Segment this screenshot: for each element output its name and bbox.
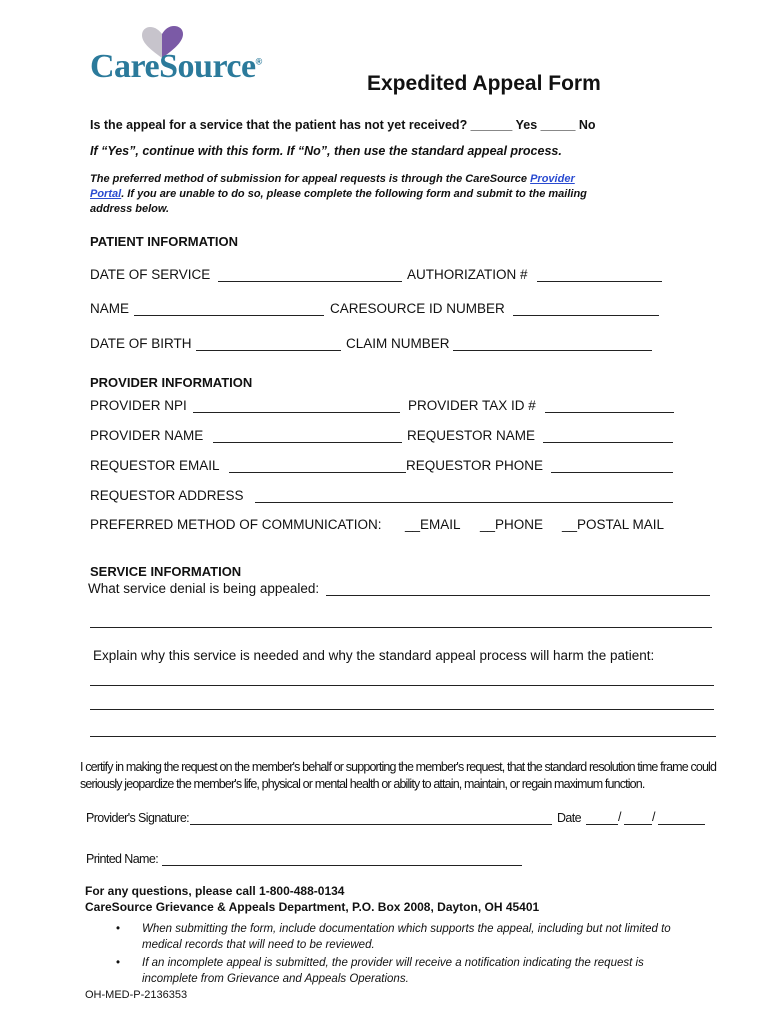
provider-npi-label: PROVIDER NPI — [90, 398, 187, 413]
provider-tax-id-field[interactable] — [545, 412, 674, 413]
signature-label: Provider's Signature: — [86, 811, 190, 825]
requestor-phone-label: REQUESTOR PHONE — [406, 458, 544, 473]
date-of-birth-field[interactable] — [196, 350, 341, 351]
requestor-email-label: REQUESTOR EMAIL — [90, 458, 220, 473]
yes-no-instruction: If “Yes”, continue with this form. If “No”, then use the standard appeal process. — [90, 144, 562, 158]
signature-field[interactable] — [190, 824, 552, 825]
requestor-phone-field[interactable] — [551, 472, 673, 473]
service-denial-field[interactable] — [326, 595, 710, 596]
provider-name-field[interactable] — [213, 442, 402, 443]
brand-logo — [90, 48, 262, 86]
certify-text-line1: I certify in making the request on the member's behalf or supporting the member's request, that the standard resolution time frame could — [80, 760, 717, 774]
contact-address: CareSource Grievance & Appeals Department, P.O. Box 2008, Dayton, OH 45401 — [85, 900, 540, 914]
explain-field-line3[interactable] — [90, 736, 716, 737]
service-info-heading: SERVICE INFORMATION — [90, 564, 242, 579]
claim-number-label: CLAIM NUMBER — [346, 336, 450, 351]
provider-name-label: PROVIDER NAME — [90, 428, 204, 443]
date-of-birth-label: DATE OF BIRTH — [90, 336, 192, 351]
patient-info-heading: PATIENT INFORMATION — [90, 234, 239, 249]
submission-notes — [112, 921, 672, 989]
preferred-method-text-line1 — [90, 173, 575, 185]
form-code: OH-MED-P-2136353 — [85, 989, 188, 1001]
requestor-address-label: REQUESTOR ADDRESS — [90, 488, 244, 503]
certify-text-line2: seriously jeopardize the member's life, physical or mental health or ability to attain, maintain, or regain maximum function. — [80, 777, 645, 791]
explain-field-line2[interactable] — [90, 709, 714, 710]
date-label: Date — [557, 811, 582, 825]
requestor-email-field[interactable] — [229, 472, 406, 473]
service-denial-label: What service denial is being appealed: — [88, 581, 320, 596]
date-month-field[interactable] — [586, 824, 618, 825]
date-of-service-field[interactable] — [218, 281, 402, 282]
note-item — [112, 921, 672, 953]
portal-link[interactable]: Portal — [90, 188, 122, 200]
contact-phone: For any questions, please call 1-800-488-0134 — [85, 884, 345, 898]
provider-npi-field[interactable] — [193, 412, 400, 413]
printed-name-field[interactable] — [162, 865, 522, 866]
provider-portal-link[interactable]: Provider — [530, 173, 575, 185]
authorization-field[interactable] — [537, 281, 662, 282]
requestor-address-field[interactable] — [255, 502, 673, 503]
preferred-method-text-line3: address below. — [90, 203, 170, 215]
option-email[interactable]: __EMAIL — [405, 517, 461, 532]
authorization-label: AUTHORIZATION # — [407, 267, 528, 282]
option-phone[interactable]: __PHONE — [480, 517, 544, 532]
provider-tax-id-label: PROVIDER TAX ID # — [408, 398, 536, 413]
date-year-field[interactable] — [658, 824, 705, 825]
date-of-service-label: DATE OF SERVICE — [90, 267, 211, 282]
explain-label: Explain why this service is needed and why the standard appeal process will harm the patient: — [93, 648, 655, 663]
note-text: If an incomplete appeal is submitted, the provider will receive a notification indicating the request is incomplete from Grievance and Appeals Operations. — [142, 957, 644, 985]
preferred-text-a: The preferred method of submission for appeal requests is through the CareSource — [90, 173, 531, 185]
registered-mark: ® — [255, 56, 262, 67]
preferred-method-label: PREFERRED METHOD OF COMMUNICATION: — [90, 517, 382, 532]
requestor-name-label: REQUESTOR NAME — [407, 428, 536, 443]
brand-name: CareSource — [90, 48, 256, 85]
caresource-id-field[interactable] — [513, 315, 659, 316]
requestor-name-field[interactable] — [543, 442, 673, 443]
note-item — [112, 955, 672, 987]
date-day-field[interactable] — [624, 824, 652, 825]
preferred-text-b: . If you are unable to do so, please complete the following form and submit to the mailing — [121, 188, 587, 200]
date-separator-1: / — [618, 810, 622, 824]
yet-received-question: Is the appeal for a service that the patient has not yet received? ______ Yes _____ No — [90, 118, 596, 132]
claim-number-field[interactable] — [453, 350, 652, 351]
note-text: When submitting the form, include documentation which supports the appeal, including but not limited to medical records that will need to be reviewed. — [142, 923, 671, 951]
date-separator-2: / — [652, 810, 656, 824]
name-field[interactable] — [134, 315, 324, 316]
bullet-icon: • — [116, 923, 121, 935]
caresource-id-label: CARESOURCE ID NUMBER — [330, 301, 505, 316]
explain-field-line1[interactable] — [90, 685, 714, 686]
option-postal-mail[interactable]: __POSTAL MAIL — [562, 517, 665, 532]
preferred-method-text-line2 — [90, 188, 587, 200]
provider-info-heading: PROVIDER INFORMATION — [90, 375, 253, 390]
bullet-icon: • — [116, 957, 121, 969]
service-denial-field-line2[interactable] — [90, 627, 712, 628]
name-label: NAME — [90, 301, 130, 316]
printed-name-label: Printed Name: — [86, 852, 159, 866]
form-title: Expedited Appeal Form — [367, 72, 601, 95]
